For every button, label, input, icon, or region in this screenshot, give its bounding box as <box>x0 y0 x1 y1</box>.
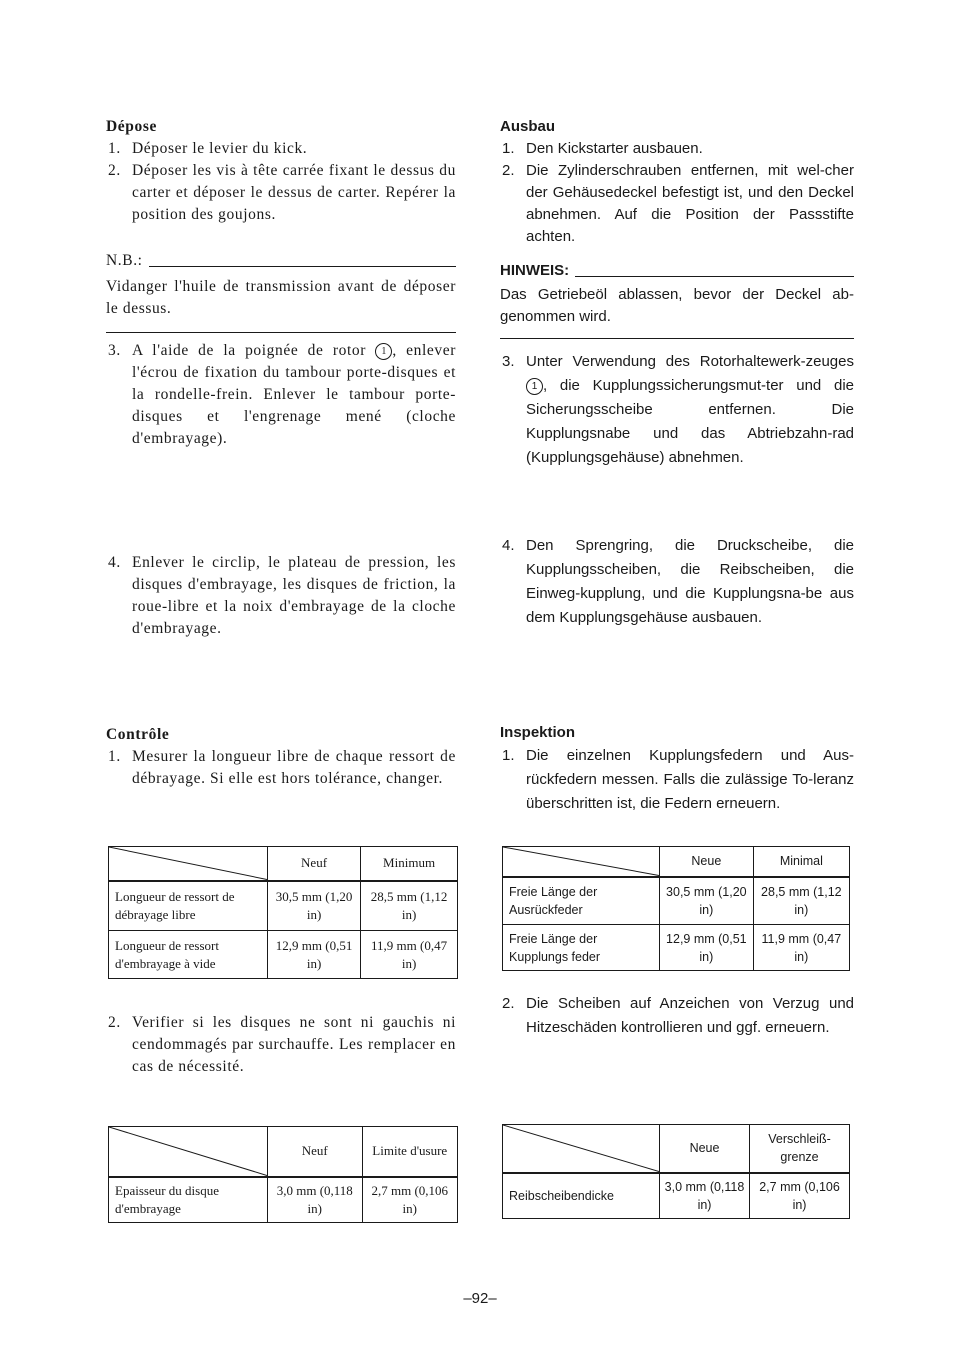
step-number: 2. <box>502 162 515 179</box>
cell-value: 28,5 mm (1,12 in) <box>753 877 849 925</box>
step-number: 3. <box>108 342 121 359</box>
fr-removal-step-2 <box>106 160 456 226</box>
fr-removal-title: Dépose <box>106 118 157 135</box>
cell-value: 3,0 mm (0,118 in) <box>268 1177 363 1223</box>
cell-value: 11,9 mm (0,47 in) <box>753 925 849 971</box>
step-number: 2. <box>108 1014 121 1031</box>
step-text: Die Zylinderschrauben entfernen, mit wel-cher der Gehäusedeckel befestigt ist, und den Deckel abnehmen. Auf die Position der Passstifte achten. <box>526 162 854 245</box>
de-inspection-step-1 <box>500 744 854 816</box>
step-number: 3. <box>502 353 515 370</box>
cell-value: 11,9 mm (0,47 in) <box>361 931 458 979</box>
cell-value: 2,7 mm (0,106 in) <box>362 1177 457 1223</box>
de-note-label: HINWEIS: <box>500 262 570 279</box>
row-label: Longueur de ressort d'embrayage à vide <box>109 931 268 979</box>
de-removal-title: Ausbau <box>500 118 556 135</box>
fr-removal-step-1 <box>106 138 456 160</box>
fr-note-text: Vidanger l'huile de transmission avant de déposer le dessus. <box>106 278 456 317</box>
reference-number-1: 1 <box>526 378 543 395</box>
fr-inspection-step-1 <box>106 746 456 790</box>
step-text: Verifier si les disques ne sont ni gauchis ni cendommagés par surchauffe. Les remplacer en cas de nécessité. <box>132 1014 456 1075</box>
fr-spring-spec-table <box>108 846 458 979</box>
col-header-min: Minimal <box>753 847 849 877</box>
page-number: –92– <box>463 1290 497 1307</box>
step-text: Déposer le levier du kick. <box>132 140 308 157</box>
step-text: Den Sprengring, die Druckscheibe, die Kupplungsscheiben, die Reibscheiben, die Einweg-kupplung, und die Kupplungsna-be aus dem Kupplungsgehäuse ausbauen. <box>526 537 854 626</box>
col-header-limit: Verschleiß-grenze <box>750 1125 850 1173</box>
de-note-text: Das Getriebeöl ablassen, bevor der Deckel ab-genommen wird. <box>500 286 854 325</box>
note-rule <box>149 266 456 267</box>
note-end-rule <box>500 338 854 339</box>
de-disc-spec-table <box>502 1124 850 1219</box>
step-text: A l'aide de la poignée de rotor <box>132 342 366 359</box>
fr-inspection-title: Contrôle <box>106 726 170 743</box>
step-text: Die einzelnen Kupplungsfedern und Aus-rückfedern messen. Falls die zulässige To-leranz überschritten ist, die Federn erneuern. <box>526 747 854 812</box>
row-label: Freie Länge der Ausrückfeder <box>503 877 660 925</box>
step-number: 4. <box>108 554 121 571</box>
de-removal-step-3 <box>500 350 854 470</box>
diagonal-header-cell <box>503 847 660 877</box>
de-removal-step-2 <box>500 160 854 248</box>
fr-note-label: N.B.: <box>106 252 143 269</box>
diagonal-header-cell <box>109 1127 268 1177</box>
fr-inspection-section <box>106 724 456 790</box>
de-note <box>500 260 854 339</box>
step-number: 1. <box>108 140 121 157</box>
cell-value: 2,7 mm (0,106 in) <box>750 1173 850 1219</box>
step-text: Mesurer la longueur libre de chaque ressort de débrayage. Si elle est hors tolérance, changer. <box>132 748 456 787</box>
de-removal-step-4 <box>500 534 854 630</box>
step-number: 1. <box>108 748 121 765</box>
note-end-rule <box>106 332 456 333</box>
col-header-limit: Limite d'usure <box>362 1127 457 1177</box>
step-number: 2. <box>108 162 121 179</box>
cell-value: 28,5 mm (1,12 in) <box>361 881 458 931</box>
col-header-new: Neuf <box>268 847 361 881</box>
reference-number-1: 1 <box>375 343 392 360</box>
col-header-min: Minimum <box>361 847 458 881</box>
de-inspection-title: Inspektion <box>500 724 576 741</box>
diagonal-header-cell <box>109 847 268 881</box>
row-label: Reibscheibendicke <box>503 1173 660 1219</box>
de-inspection-step-2 <box>500 992 854 1040</box>
step-number: 1. <box>502 140 515 157</box>
de-inspection-section <box>500 722 854 816</box>
cell-value: 30,5 mm (1,20 in) <box>660 877 754 925</box>
fr-removal-step-3 <box>106 340 456 450</box>
step-text: Enlever le circlip, le plateau de pression, les disques d'embrayage, les disques de friction, la roue-libre et la noix d'embrayage de la cloche d'embrayage. <box>132 554 456 637</box>
de-spring-spec-table <box>502 846 850 971</box>
col-header-new: Neuf <box>268 1127 363 1177</box>
row-label: Epaisseur du disque d'embrayage <box>109 1177 268 1223</box>
step-text: Die Scheiben auf Anzeichen von Verzug und Hitzeschäden kontrollieren und ggf. erneuern. <box>526 995 854 1036</box>
de-removal-section <box>500 116 854 248</box>
step-text: Unter Verwendung des Rotorhaltewerk-zeuges <box>526 353 854 370</box>
step-text: Déposer les vis à tête carrée fixant le dessus du carter et déposer le dessus de carter. Repérer la position des goujons. <box>132 162 456 223</box>
step-number: 4. <box>502 537 515 554</box>
step-number: 2. <box>502 995 515 1012</box>
step-text: , enlever l'écrou de fixation du tambour porte-disques et la rondelle-frein. Enlever le tambour porte-disques et l'engrenage mené (cloche d'embrayage). <box>132 342 456 447</box>
fr-disc-spec-table <box>108 1126 458 1223</box>
de-removal-step-1 <box>500 138 854 160</box>
fr-inspection-step-2 <box>106 1012 456 1078</box>
fr-removal-section <box>106 116 456 226</box>
cell-value: 12,9 mm (0,51 in) <box>660 925 754 971</box>
diagonal-header-cell <box>503 1125 660 1173</box>
cell-value: 12,9 mm (0,51 in) <box>268 931 361 979</box>
row-label: Longueur de ressort de débrayage libre <box>109 881 268 931</box>
row-label: Freie Länge der Kupplungs feder <box>503 925 660 971</box>
fr-note <box>106 250 456 333</box>
step-text: , die Kupplungssicherungsmut-ter und die Sicherungsscheibe entfernen. Die Kupplungsnabe und das Abtriebzahn-rad (Kupplungsgehäuse) abnehmen. <box>526 377 854 466</box>
step-number: 1. <box>502 747 515 764</box>
col-header-new: Neue <box>660 847 754 877</box>
cell-value: 30,5 mm (1,20 in) <box>268 881 361 931</box>
step-text: Den Kickstarter ausbauen. <box>526 140 703 157</box>
note-rule <box>575 276 854 277</box>
col-header-new: Neue <box>660 1125 750 1173</box>
cell-value: 3,0 mm (0,118 in) <box>660 1173 750 1219</box>
fr-removal-step-4 <box>106 552 456 640</box>
